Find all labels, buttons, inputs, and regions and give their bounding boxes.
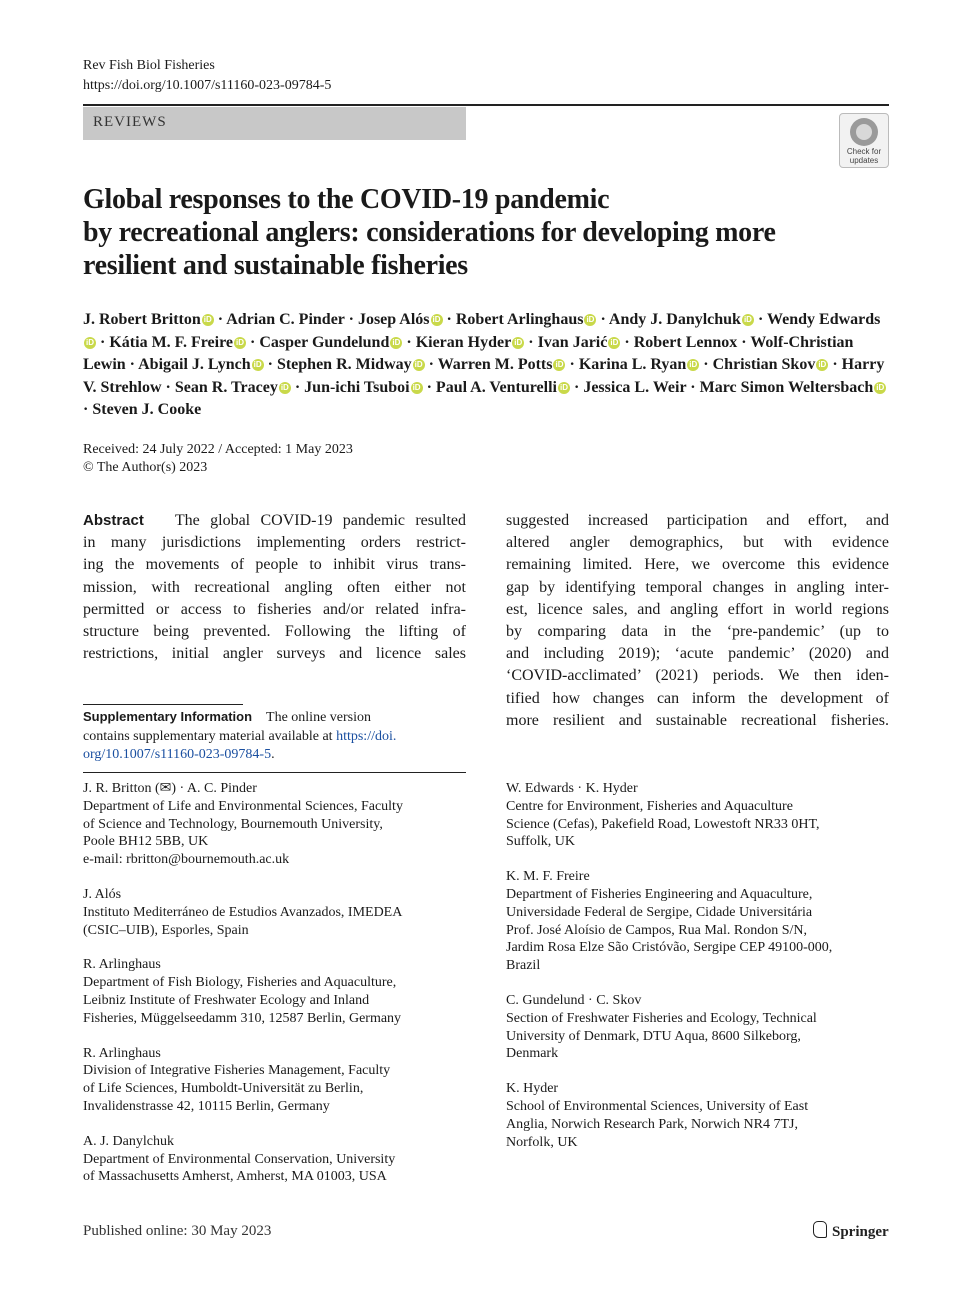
affiliation-line: Department of Fish Biology, Fisheries and Aquaculture, (83, 975, 397, 991)
affiliation-line: Invalidenstrasse 42, 10115 Berlin, Germany (83, 1098, 330, 1114)
abstract-line: ing the movements of people to inhibit virus trans- (83, 556, 466, 574)
journal-name: Rev Fish Biol Fisheries (83, 58, 215, 73)
author-name[interactable]: J. Robert Britton (83, 311, 201, 328)
author-name[interactable]: Marc Simon Weltersbach (699, 378, 874, 396)
published-online: Published online: 30 May 2023 (83, 1223, 272, 1239)
abstract-right-column (506, 510, 889, 732)
affiliation-line: Science (Cefas), Pakefield Road, Lowestoft NR33 0HT, (506, 816, 820, 832)
affiliation-block (83, 1045, 466, 1116)
affiliations-right (506, 780, 889, 1168)
author-name[interactable]: Steven J. Cooke (92, 401, 202, 418)
section-label: REVIEWS (93, 114, 167, 130)
article-dates (83, 441, 353, 477)
journal-header (83, 56, 331, 96)
affiliation-line: e-mail: rbritton@bournemouth.ac.uk (83, 852, 290, 868)
supp-rule (83, 704, 243, 705)
orcid-icon[interactable]: iD (432, 315, 441, 324)
author-name[interactable]: Adrian C. Pinder (226, 311, 345, 328)
orcid-icon[interactable]: iD (555, 360, 564, 369)
affiliation-authors: C. Gundelund · C. Skov (506, 992, 642, 1008)
supp-link-1[interactable]: https://doi. (336, 728, 397, 744)
affiliation-rule-left (83, 772, 466, 773)
orcid-icon[interactable]: iD (203, 315, 212, 324)
affiliation-line: of Life Sciences, Humboldt-Universität zu Berlin, (83, 1081, 364, 1097)
orcid-icon[interactable]: iD (514, 337, 523, 347)
orcid-icon[interactable]: iD (743, 315, 752, 324)
affiliation-line: Suffolk, UK (506, 834, 575, 850)
header-rule (83, 104, 889, 106)
copyright: © The Author(s) 2023 (83, 460, 208, 475)
abstract-line: ‘COVID-acclimated’ (2021) periods. We then iden- (506, 667, 889, 685)
author-name[interactable]: Ivan Jarić (537, 333, 608, 351)
orcid-icon[interactable]: iD (818, 360, 827, 369)
author-separator: · (596, 311, 609, 328)
abstract-line: permitted or access to fisheries and/or related infra- (83, 600, 466, 618)
author-name[interactable]: Kátia M. F. Freire (109, 333, 234, 351)
author-separator: · (753, 311, 767, 328)
author-separator: · (828, 356, 842, 373)
abstract-label: Abstract (83, 512, 144, 529)
affiliation-authors: A. J. Danylchuk (83, 1133, 174, 1149)
author-separator: · (620, 333, 634, 351)
supplementary-info: Supplementary Information The online version contains supplementary material available at https://doi. org/10.1007/s11160-023-09784-5. (83, 709, 397, 762)
supp-label: Supplementary Information (83, 709, 253, 724)
affiliation-line: School of Environmental Sciences, University of East (506, 1098, 809, 1114)
abstract-line: restrictions, initial angler surveys and licence sales (83, 645, 466, 663)
affiliation-line: Leibniz Institute of Freshwater Ecology and Inland (83, 992, 370, 1008)
author-separator: · (442, 311, 456, 328)
author-separator: · (686, 378, 700, 396)
author-name[interactable]: Karina L. Ryan (578, 356, 687, 373)
affiliation-line: Department of Life and Environmental Sciences, Faculty (83, 798, 403, 814)
author-separator: · (83, 401, 93, 418)
affiliation-authors: W. Edwards · K. Hyder (506, 781, 638, 796)
springer-logo[interactable]: Springer (813, 1221, 889, 1241)
abstract-line: structure being prevented. Following the lifting of (83, 623, 466, 641)
author-name[interactable]: Sean R. Tracey (174, 378, 278, 396)
received-accepted: Received: 24 July 2022 / Accepted: 1 May 2023 (83, 442, 353, 457)
affiliation-line: Jardim Rosa Elze São Cristóvão, Sergipe CEP 49100-000, (506, 940, 833, 956)
affiliation-block (83, 1133, 466, 1186)
affiliation-line: of Science and Technology, Bournemouth University, (83, 816, 383, 832)
affiliation-line: Division of Integrative Fisheries Management, Faculty (83, 1063, 391, 1079)
affiliation-line: Instituto Mediterráneo de Estudios Avanzados, IMEDEA (83, 904, 403, 920)
crossmark-label-2: updates (849, 156, 879, 165)
affiliation-line: Centre for Environment, Fisheries and Aquaculture (506, 798, 793, 814)
author-name[interactable]: Kieran Hyder (415, 333, 512, 351)
affiliation-line: of Massachusetts Amherst, Amherst, MA 01003, USA (83, 1169, 387, 1185)
author-separator: · (263, 356, 277, 373)
affiliation-line: Department of Fisheries Engineering and Aquaculture, (506, 886, 813, 902)
author-name[interactable]: Warren M. Potts (437, 356, 553, 373)
article-title (83, 183, 883, 282)
author-separator: · (422, 378, 436, 396)
affiliations-left (83, 780, 466, 1203)
affiliation-authors: K. M. F. Freire (506, 869, 590, 885)
orcid-icon[interactable]: iD (414, 360, 423, 369)
abstract-left-column (83, 510, 466, 665)
author-name[interactable]: Christian Skov (712, 356, 816, 373)
affiliation-block (83, 780, 466, 869)
abstract-line: Abstract The global COVID-19 pandemic resulted (83, 512, 467, 529)
author-separator: · (290, 378, 305, 396)
springer-horse-icon (813, 1221, 827, 1238)
affiliation-authors: R. Arlinghaus (83, 1045, 161, 1061)
author-separator: · (402, 333, 416, 351)
author-name[interactable]: Wendy Edwards (767, 311, 881, 328)
author-separator: · (161, 378, 175, 396)
abstract-line: tified how changes can inform the development of (506, 689, 889, 707)
orcid-icon[interactable]: iD (392, 337, 401, 347)
author-name[interactable]: Jun-ichi Tsuboi (304, 378, 410, 396)
author-separator: · (246, 333, 260, 351)
abstract-line: more resilient and sustainable recreational fisheries. (506, 711, 889, 729)
abstract-line: by comparing data in the ‘pre-pandemic’ (up to (506, 623, 889, 641)
author-separator: · (344, 311, 358, 328)
abstract-line: and including 2019); ‘acute pandemic’ (2020) and (506, 645, 889, 663)
abstract-line: altered angler demographics, but with evidence (506, 534, 889, 552)
affiliation-line: Denmark (506, 1046, 559, 1062)
affiliation-block (83, 956, 466, 1027)
author-name[interactable]: Robert Arlinghaus (455, 311, 584, 328)
orcid-icon[interactable]: iD (876, 382, 885, 392)
author-separator: · (569, 378, 584, 396)
crossmark-label-1: Check for (846, 147, 882, 156)
affiliation-line: Anglia, Norwich Research Park, Norwich NR4 7TJ, (506, 1116, 798, 1132)
author-name[interactable]: Paul A. Venturelli (435, 378, 557, 396)
title-line-3: resilient and sustainable fisheries (83, 250, 468, 281)
affiliation-authors: J. R. Britton (✉) · A. C. Pinder (83, 781, 257, 796)
affiliation-line: Department of Environmental Conservation, University (83, 1151, 396, 1167)
journal-doi[interactable]: https://doi.org/10.1007/s11160-023-09784-5 (83, 78, 332, 93)
author-separator: · (125, 356, 139, 373)
affiliation-line: University of Denmark, DTU Aqua, 8600 Silkeborg, (506, 1028, 801, 1044)
orcid-icon[interactable]: iD (689, 360, 698, 369)
author-separator: · (424, 356, 438, 373)
affiliation-block (506, 992, 889, 1063)
abstract-line: suggested increased participation and effort, and (506, 512, 889, 529)
affiliation-authors: J. Alós (83, 886, 122, 902)
affiliation-authors: R. Arlinghaus (83, 957, 161, 973)
abstract-line: remaining limited. Here, we overcome this evidence (506, 556, 889, 574)
affiliation-authors: K. Hyder (506, 1081, 559, 1097)
author-separator: · (565, 356, 579, 373)
author-separator: · (96, 333, 110, 351)
title-line-1: Global responses to the COVID-19 pandemic (83, 184, 610, 215)
crossmark-icon (850, 118, 878, 146)
orcid-icon[interactable]: iD (559, 382, 568, 392)
abstract-line: gap by identifying temporal changes in angling inter- (506, 578, 889, 596)
orcid-icon[interactable]: iD (610, 337, 619, 347)
author-separator: · (737, 333, 751, 351)
title-line-2: by recreational anglers: considerations for developing more (83, 217, 776, 248)
orcid-icon[interactable]: iD (412, 382, 421, 392)
author-name[interactable]: Casper Gundelund (259, 333, 390, 351)
orcid-icon[interactable]: iD (253, 360, 262, 369)
section-band (83, 107, 466, 140)
check-for-updates-badge[interactable] (839, 113, 889, 168)
affiliation-line: Prof. José Aloísio de Campos, Rua Mal. Rondon S/N, (506, 922, 808, 938)
author-name[interactable]: Robert Lennox (633, 333, 738, 351)
author-name[interactable]: Stephen R. Midway (276, 356, 412, 373)
abstract-line: mission, with recreational angling often either not (83, 578, 466, 596)
author-name[interactable]: Wolf-Christian Lewin (83, 333, 854, 373)
affiliation-line: Section of Freshwater Fisheries and Ecology, Technical (506, 1010, 817, 1026)
author-separator: · (213, 311, 227, 328)
author-name[interactable]: Josep Alós (357, 311, 430, 328)
affiliation-line: Fisheries, Müggelseedamm 310, 12587 Berlin, Germany (83, 1010, 402, 1026)
orcid-icon[interactable]: iD (280, 382, 289, 392)
abstract-line: in many jurisdictions implementing orders restrict- (83, 534, 466, 552)
author-name[interactable]: Abigail J. Lynch (138, 356, 251, 373)
affiliation-line: Universidade Federal de Sergipe, Cidade Universitária (506, 904, 813, 920)
affiliation-line: (CSIC–UIB), Esporles, Spain (83, 922, 249, 938)
author-list (83, 309, 893, 422)
author-name[interactable]: Andy J. Danylchuk (608, 311, 741, 328)
author-name[interactable]: Jessica L. Weir (583, 378, 687, 396)
orcid-icon[interactable]: iD (86, 337, 94, 347)
supp-link-2[interactable]: org/10.1007/s11160-023-09784-5 (83, 747, 272, 762)
affiliation-line: Norfolk, UK (506, 1134, 578, 1150)
author-name[interactable]: Harry V. Strehlow (83, 356, 885, 396)
author-separator: · (699, 356, 713, 373)
author-separator: · (524, 333, 538, 351)
affiliation-block (83, 886, 466, 939)
orcid-icon[interactable]: iD (236, 337, 245, 347)
affiliation-line: Poole BH12 5BB, UK (83, 834, 209, 850)
orcid-icon[interactable]: iD (586, 315, 595, 324)
affiliation-block (506, 780, 889, 851)
affiliation-line: Brazil (506, 958, 541, 974)
affiliation-block (506, 868, 889, 975)
affiliation-block (506, 1080, 889, 1151)
abstract-line: est, licence sales, and angling effort in world regions (506, 600, 889, 618)
